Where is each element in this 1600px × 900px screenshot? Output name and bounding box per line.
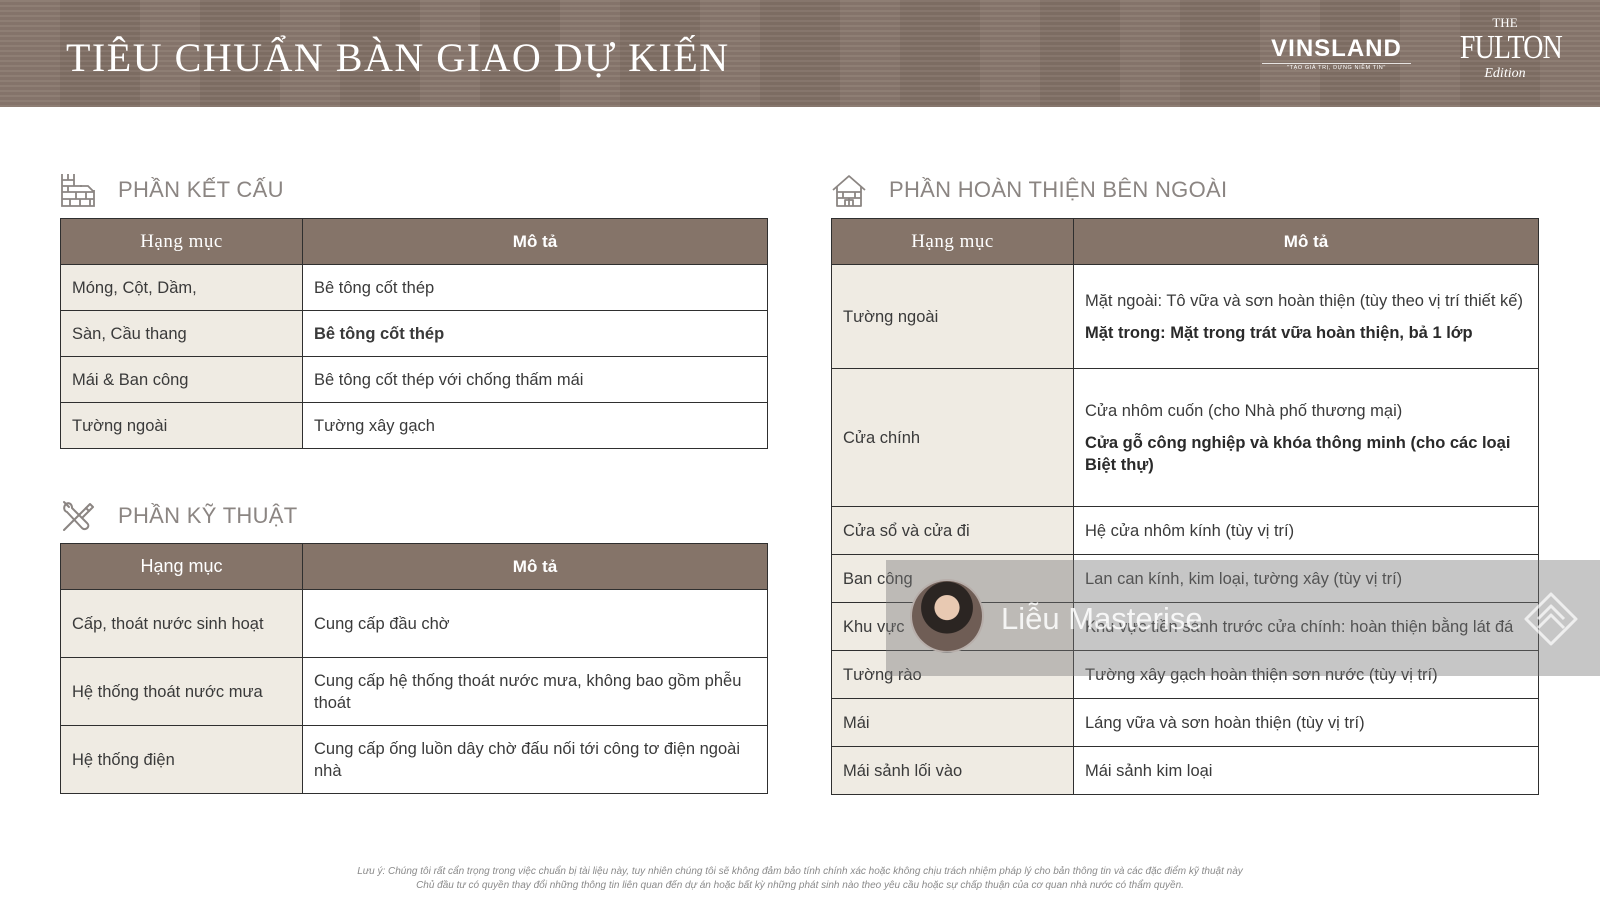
row-description-line: Mặt ngoài: Tô vữa và sơn hoàn thiện (tùy theo vị trí thiết kế) (1085, 291, 1523, 310)
fulton-logo-the: THE (1492, 15, 1518, 30)
table-row (61, 311, 768, 357)
row-description: Cung cấp đầu chờ (303, 590, 768, 658)
row-item: Cấp, thoát nước sinh hoạt (61, 590, 303, 658)
exterior-table (831, 218, 1539, 795)
fulton-logo (1450, 16, 1560, 82)
row-item: Cửa chính (832, 369, 1074, 507)
technical-section-heading (60, 496, 298, 536)
row-item: Khu vực (832, 603, 1074, 651)
row-item: Móng, Cột, Dầm, (61, 265, 303, 311)
row-description: Cung cấp ống luồn dây chờ đấu nối tới công tơ điện ngoài nhà (303, 726, 768, 794)
technical-section-title: PHẦN KỸ THUẬT (118, 503, 298, 528)
row-description: Tường xây gạch (303, 403, 768, 449)
row-item: Tường rào (832, 651, 1074, 699)
table-row (832, 699, 1539, 747)
column-header-description: Mô tả (1074, 219, 1539, 265)
table-header-row (832, 219, 1539, 265)
row-description: Láng vữa và sơn hoàn thiện (tùy vị trí) (1074, 699, 1539, 747)
column-header-description: Mô tả (303, 544, 768, 590)
vinsland-logo-tagline: "TẠO GIÁ TRỊ, DỰNG NIỀM TIN" (1287, 65, 1386, 71)
structure-table (60, 218, 768, 449)
footnote-line-2: Chủ đầu tư có quyền thay đổi những thông tin liên quan đến dự án hoặc bất kỳ những phát sinh nào theo yêu cầu hoặc sự chấp thuận của cơ quan nhà nước có thẩm quyền. (416, 880, 1184, 891)
house-icon (831, 172, 867, 208)
row-description-line: Cửa gỗ công nghiệp và khóa thông minh (cho các loại Biệt thự) (1085, 433, 1511, 474)
table-header-row (61, 219, 768, 265)
table-row (61, 658, 768, 726)
table-row (61, 357, 768, 403)
row-item: Ban công (832, 555, 1074, 603)
header-banner (0, 0, 1600, 107)
column-header-description: Mô tả (303, 219, 768, 265)
tools-icon (60, 498, 96, 534)
row-description: Cung cấp hệ thống thoát nước mưa, không bao gồm phễu thoát (303, 658, 768, 726)
table-row (832, 747, 1539, 795)
row-description: Bê tông cốt thép (303, 311, 768, 357)
vinsland-logo-wordmark: VINSLAND (1271, 35, 1402, 62)
page-title: TIÊU CHUẨN BÀN GIAO DỰ KIẾN (66, 35, 730, 80)
row-item: Sàn, Cầu thang (61, 311, 303, 357)
row-description: Hệ cửa nhôm kính (tùy vị trí) (1074, 507, 1539, 555)
row-description: Tường xây gạch hoàn thiện sơn nước (tùy vị trí) (1074, 651, 1539, 699)
row-item: Cửa sổ và cửa đi (832, 507, 1074, 555)
column-header-item: Hạng mục (832, 219, 1074, 265)
row-item: Tường ngoài (832, 265, 1074, 369)
row-description (1074, 369, 1539, 507)
column-header-item: Hạng mục (61, 544, 303, 590)
watermark-banner (886, 560, 1600, 676)
structure-section-heading (60, 170, 284, 210)
masterise-logo-icon (1522, 590, 1580, 648)
table-row (61, 590, 768, 658)
table-row (832, 265, 1539, 369)
brick-wall-icon (60, 172, 96, 208)
row-item: Tường ngoài (61, 403, 303, 449)
row-item: Mái sảnh lối vào (832, 747, 1074, 795)
fulton-logo-name: FULTON (1459, 29, 1562, 66)
technical-table (60, 543, 768, 794)
row-description: Mái sảnh kim loại (1074, 747, 1539, 795)
exterior-section-heading (831, 170, 1227, 210)
table-header-row (61, 544, 768, 590)
row-description-line: Mặt trong: Mặt trong trát vữa hoàn thiện, bả 1 lớp (1085, 323, 1473, 342)
row-description (1074, 265, 1539, 369)
structure-section-title: PHẦN KẾT CẤU (118, 177, 284, 202)
table-row (61, 403, 768, 449)
row-description: Khu vực tiền sảnh trước cửa chính: hoàn thiện bằng lát đá (1074, 603, 1539, 651)
fulton-logo-edition: Edition (1484, 66, 1526, 81)
table-row (832, 507, 1539, 555)
table-row (61, 726, 768, 794)
vinsland-logo (1254, 36, 1419, 72)
column-header-item: Hạng mục (61, 219, 303, 265)
row-description-line: Cửa nhôm cuốn (cho Nhà phố thương mại) (1085, 401, 1403, 420)
row-item: Mái & Ban công (61, 357, 303, 403)
row-item: Mái (832, 699, 1074, 747)
table-row (61, 265, 768, 311)
watermark-name: Liễu Masterise (1001, 601, 1203, 636)
row-item: Hệ thống điện (61, 726, 303, 794)
exterior-section-title: PHẦN HOÀN THIỆN BÊN NGOÀI (889, 177, 1228, 202)
row-description: Bê tông cốt thép với chống thấm mái (303, 357, 768, 403)
row-item: Hệ thống thoát nước mưa (61, 658, 303, 726)
table-row (832, 369, 1539, 507)
user-avatar (910, 579, 984, 653)
footnote-line-1: Lưu ý: Chúng tôi rất cẩn trọng trong việc chuẩn bị tài liệu này, tuy nhiên chúng tôi sẽ không đảm bảo tính chính xác hoặc không chịu trách nhiệm pháp lý cho bản thông tin và các đặc điểm kỹ thuật này (357, 866, 1243, 877)
row-description: Lan can kính, kim loại, tường xây (tùy vị trí) (1074, 555, 1539, 603)
row-description: Bê tông cốt thép (303, 265, 768, 311)
